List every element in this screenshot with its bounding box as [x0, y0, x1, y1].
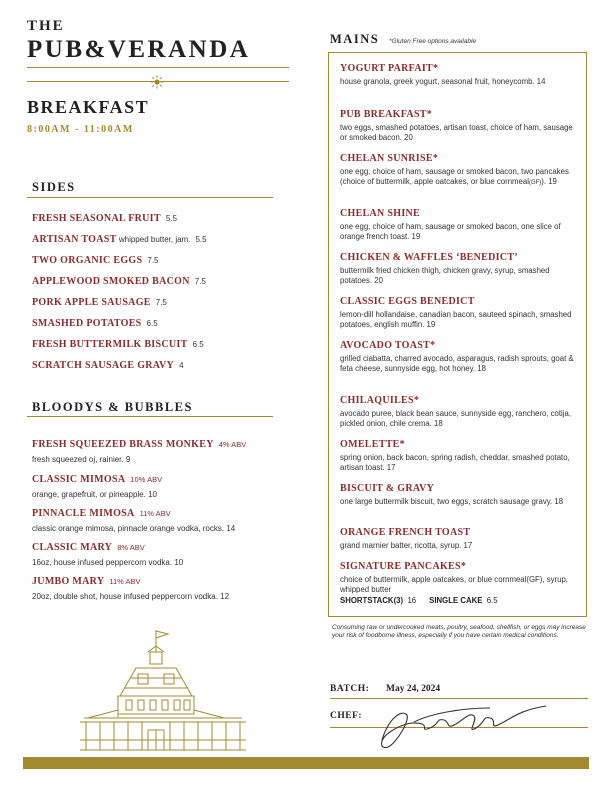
drink-item: [32, 469, 282, 499]
single-cake-label: SINGLE CAKE: [429, 596, 483, 605]
main-item-desc: lemon-dill hollandaise, canadian bacon, sauteed spinach, smashed potatoes, english muffin. 19: [340, 310, 572, 329]
main-item: [340, 483, 580, 507]
main-item-name: PUB BREAKFAST*: [340, 109, 433, 120]
pancake-options: [340, 596, 580, 605]
side-item-desc: whipped butter, jam.: [118, 235, 191, 244]
side-item-price: 5.5: [195, 235, 207, 244]
main-item-desc: spring onion, back bacon, spring radish, cheddar, smashed potato, artisan toast. 17: [340, 453, 570, 472]
main-item-name: SIGNATURE PANCAKES*: [340, 561, 467, 572]
shortstack-price: 16: [407, 596, 417, 605]
drink-desc: 20oz, double shot, house infused peppercorn vodka. 12: [32, 592, 230, 601]
main-item-name: CLASSIC EGGS BENEDICT: [340, 296, 475, 307]
batch-date: May 24, 2024: [386, 684, 441, 694]
batch-label: BATCH:: [330, 684, 370, 694]
main-item: [340, 252, 580, 286]
drink-desc: orange, grapefruit, or pineapple. 10: [32, 490, 157, 499]
brand-underline: [27, 67, 289, 68]
main-item-desc: buttermilk fried chicken thigh, chicken gravy, syrup, smashed potatoes. 20: [340, 266, 550, 285]
drink-name: JUMBO MARY: [32, 576, 105, 587]
side-item: [32, 255, 159, 266]
drink-item: [32, 537, 282, 567]
side-item-price: 7.5: [194, 277, 206, 286]
main-item-desc: [340, 167, 580, 188]
main-item-desc: grilled ciabatta, charred avocado, asparagus, radish sprouts, goat & feta cheese, sunnyside egg, hot honey. 18: [340, 354, 574, 373]
side-item: [32, 276, 206, 287]
side-item: [32, 318, 158, 329]
gluten-free-mark: (GF): [528, 180, 542, 186]
side-item-name: APPLEWOOD SMOKED BACON: [32, 276, 190, 287]
side-item-price: 7.5: [147, 256, 159, 265]
side-item-name: SCRATCH SAUSAGE GRAVY: [32, 360, 175, 371]
chef-signature: [370, 700, 560, 752]
side-item: [32, 234, 207, 245]
main-item: [340, 439, 580, 473]
main-item-name: OMELETTE*: [340, 439, 405, 450]
main-item-desc: two eggs, smashed potatoes, artisan toast, choice of ham, sausage or smoked bacon. 20: [340, 123, 573, 142]
main-item-name: AVOCADO TOAST*: [340, 340, 436, 351]
main-item: [340, 109, 580, 143]
side-item-name: SMASHED POTATOES: [32, 318, 142, 329]
main-item-desc: one egg, choice of ham, sausage or smoked bacon, one slice of orange french toast. 19: [340, 222, 561, 241]
menu-title: BREAKFAST: [27, 97, 150, 117]
side-item-price: 6.5: [146, 319, 158, 328]
footer-bar: [23, 757, 589, 769]
chef-label: CHEF:: [330, 711, 363, 721]
drink-desc: classic orange mimosa, pinnacle orange vodka, rocks. 14: [32, 524, 236, 533]
main-item: [340, 208, 580, 242]
mains-title: MAINS: [330, 32, 380, 46]
side-item: [32, 297, 167, 308]
sides-divider: [27, 197, 273, 198]
menu-hours: 8:00AM - 11:00AM: [27, 124, 134, 135]
side-item-name: ARTISAN TOAST: [32, 234, 117, 245]
side-item: [32, 213, 177, 224]
main-item: [340, 395, 580, 429]
side-item-name: TWO ORGANIC EGGS: [32, 255, 143, 266]
main-item-name: CHELAN SUNRISE*: [340, 153, 439, 164]
building-illustration: [78, 626, 248, 754]
drink-abv: 8% ABV: [117, 543, 145, 552]
main-item: [340, 296, 580, 330]
drink-abv: 10% ABV: [130, 475, 163, 484]
main-item: [340, 340, 580, 374]
brand-name: PUB&VERANDA: [27, 36, 251, 63]
main-item-desc: one large buttermilk biscuit, two eggs, scratch sausage gravy. 18: [340, 497, 564, 506]
main-item: [340, 63, 580, 87]
food-safety-disclaimer: Consuming raw or undercooked meats, poultry, seafood, shellfish, or eggs may increase your risk of foodborne illness, especially if you have certain medical conditions.: [332, 624, 586, 639]
main-item-desc: avocado puree, black bean sauce, sunnyside egg, ranchero, cotija, pickled onion, chile crema. 18: [340, 409, 572, 428]
sun-icon: [150, 75, 164, 89]
main-item-desc: choice of buttermilk, apple oatcakes, or blue cornmeal(GF), syrup, whipped butter: [340, 575, 568, 594]
brand-logo: [27, 18, 289, 64]
side-item-name: FRESH SEASONAL FRUIT: [32, 213, 161, 224]
drink-abv: 11% ABV: [109, 577, 141, 586]
main-item-name: YOGURT PARFAIT*: [340, 63, 439, 74]
main-item-name: CHILAQUILES*: [340, 395, 420, 406]
side-item-price: 5.5: [165, 214, 177, 223]
bloodys-divider: [27, 416, 273, 417]
side-item-name: PORK APPLE SAUSAGE: [32, 297, 151, 308]
side-item-name: FRESH BUTTERMILK BISCUIT: [32, 339, 188, 350]
drink-name: PINNACLE MIMOSA: [32, 508, 135, 519]
main-item-name: CHELAN SHINE: [340, 208, 421, 219]
main-item: [340, 561, 580, 605]
drink-name: CLASSIC MARY: [32, 542, 113, 553]
drink-abv: 4% ABV: [218, 440, 247, 449]
drink-name: CLASSIC MIMOSA: [32, 474, 126, 485]
gluten-free-note: *Gluten Free options available: [389, 38, 477, 45]
drink-desc: 16oz, house infused peppercorn vodka. 10: [32, 558, 184, 567]
side-item-price: 6.5: [192, 340, 204, 349]
side-item: [32, 360, 184, 371]
drink-item: [32, 434, 282, 464]
main-item: [340, 153, 580, 188]
drink-desc: fresh squeezed oj, rainier. 9: [32, 455, 131, 464]
batch-line: [330, 698, 588, 699]
main-item-name: CHICKEN & WAFFLES ‘BENEDICT’: [340, 252, 518, 263]
drink-item: [32, 503, 282, 533]
side-item-price: 7.5: [155, 298, 167, 307]
main-item-name: ORANGE FRENCH TOAST: [340, 527, 471, 538]
main-item: [340, 527, 580, 551]
side-item: [32, 339, 204, 350]
main-item-desc-text: one egg, choice of ham, sausage or smoked bacon, two pancakes (choice of buttermilk, apple oatcakes, or blue cornmeal: [340, 167, 569, 186]
bloodys-title: BLOODYS & BUBBLES: [32, 400, 193, 414]
main-item-name: BISCUIT & GRAVY: [340, 483, 435, 494]
brand-the: THE: [27, 18, 65, 34]
shortstack-label: SHORTSTACK(3): [340, 596, 404, 605]
drink-name: FRESH SQUEEZED BRASS MONKEY: [32, 439, 214, 450]
drink-item: [32, 571, 282, 601]
single-cake-price: 6.5: [486, 596, 498, 605]
sides-title: SIDES: [32, 180, 76, 194]
drink-abv: 11% ABV: [139, 509, 171, 518]
main-item-desc: grand marnier batter, ricotta, syrup. 17: [340, 541, 473, 550]
main-item-desc: house granola, greek yogurt, seasonal fruit, honeycomb. 14: [340, 77, 546, 86]
main-item-desc-price: ). 19: [541, 177, 557, 186]
side-item-price: 4: [179, 361, 184, 370]
